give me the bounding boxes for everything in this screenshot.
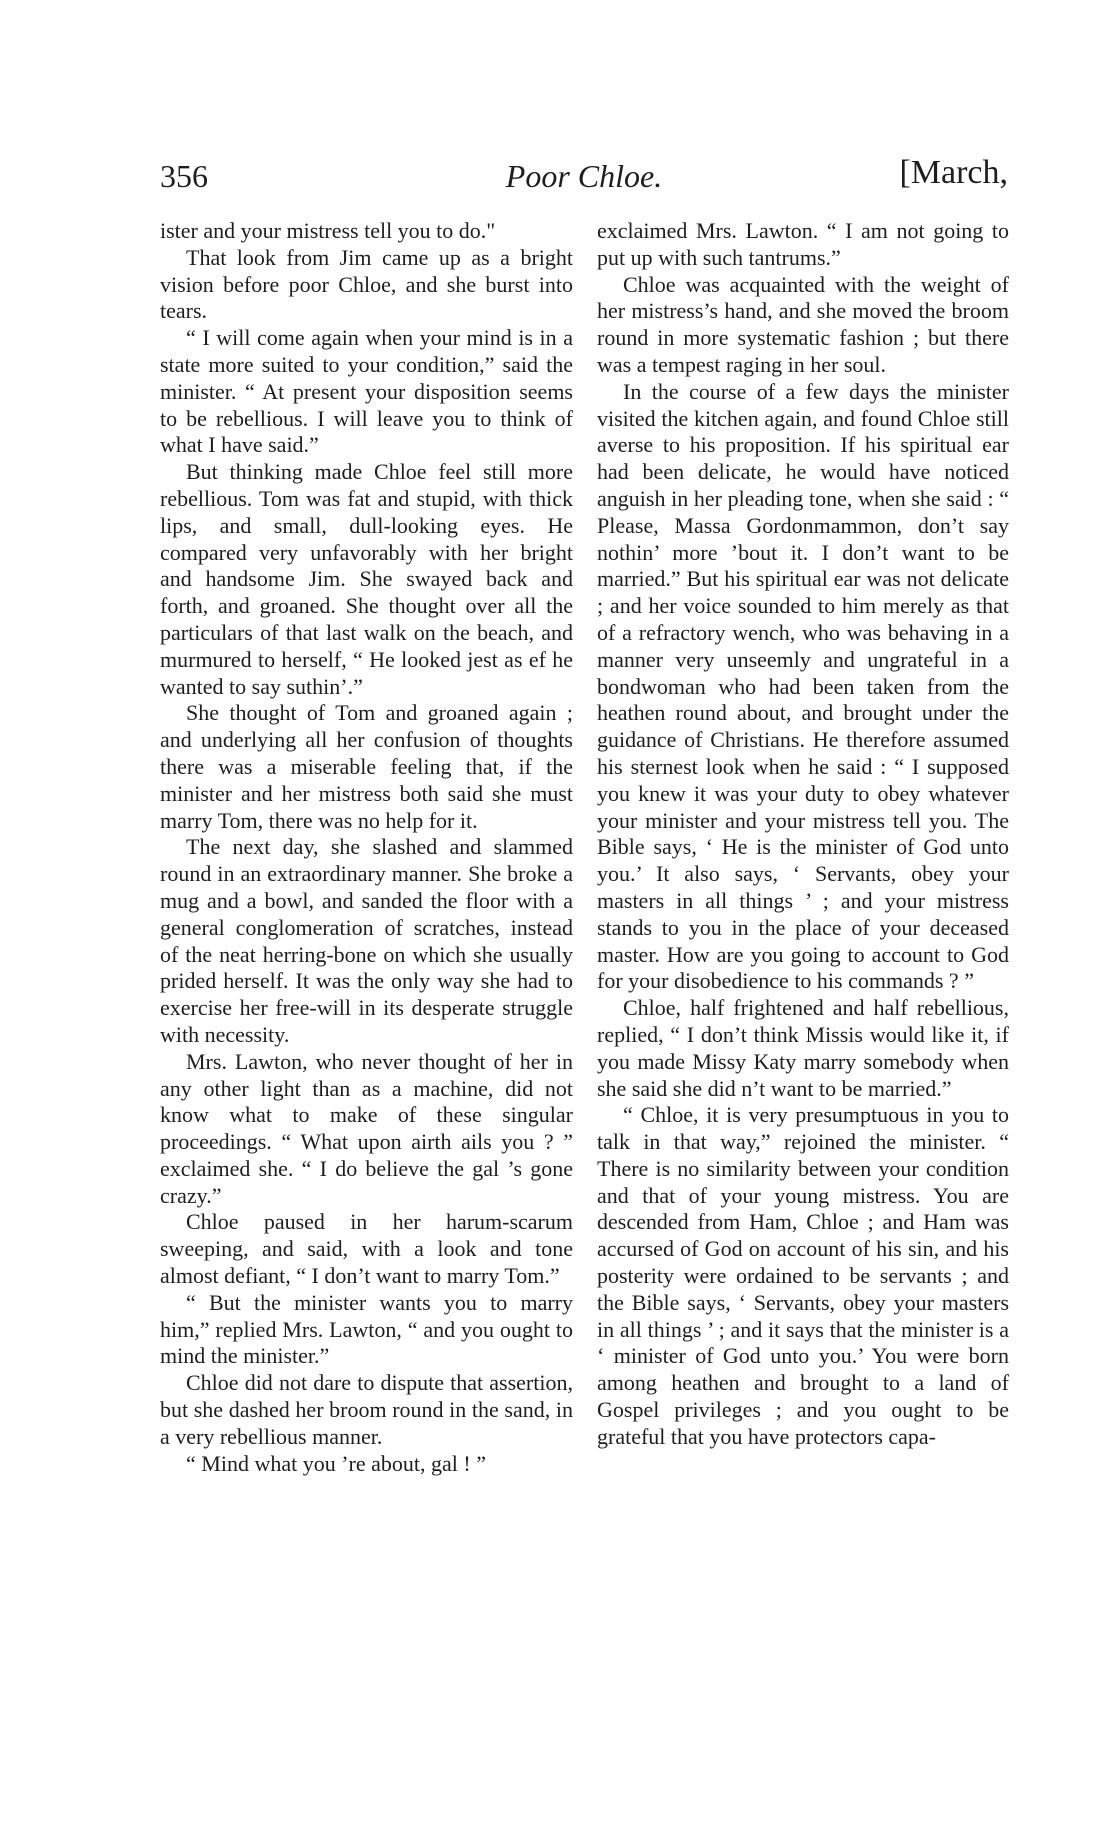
left-column xyxy=(160,218,573,1477)
paragraph: “ Chloe, it is very presumptuous in you to talk in that way,” rejoined the minister. “ There is no similarity between your condition and that of your young mistress. You are descended from Ham, Chloe ; and Ham was accursed of God on account of his sin, and his posterity were ordained to be servants ; and the Bible says, ‘ Servants, obey your masters in all things ’ ; and it says that the minister is a ‘ minister of God unto you.’ You were born among heathen and brought to a land of Gospel privileges ; and you ought to be grateful that you have protectors capa- xyxy=(597,1102,1009,1449)
paragraph: Mrs. Lawton, who never thought of her in any other light than as a machine, did not know what to make of these singular proceedings. “ What upon airth ails you ? ” exclaimed she. “ I do believe the gal ’s gone crazy.” xyxy=(160,1048,573,1208)
paragraph: ister and your mistress tell you to do." xyxy=(160,218,496,243)
paragraph: But thinking made Chloe feel still more rebellious. Tom was fat and stupid, with thick lips, and small, dull-looking eyes. He compared very unfavorably with her bright and handsome Jim. She swayed back and forth, and groaned. She thought over all the particulars of that last walk on the beach, and murmured to herself, “ He looked jest as ef he wanted to say suthin’.” xyxy=(160,459,573,699)
paragraph: Chloe did not dare to dispute that assertion, but she dashed her broom round in the sand, in a very rebellious manner. xyxy=(160,1370,573,1449)
paragraph: In the course of a few days the minister visited the kitchen again, and found Chloe still averse to his proposition. If his spiritual ear had been delicate, he would have noticed anguish in her pleading tone, when she said : “ Please, Massa Gordonmammon, don’t say nothin’ more ’bout it. I don’t want to be married.” But his spiritual ear was not delicate ; and her voice sounded to him merely as that of a refractory wench, who was behaving in a manner very unseemly and ungrateful in a bondwoman who had been taken from the heathen round about, and brought under the guidance of Christians. He therefore assumed his sternest look when he said : “ I supposed you knew it was your duty to obey whatever your minister and your mistress tell you. The Bible says, ‘ He is the minister of God unto you.’ It also says, ‘ Servants, obey your masters in all things ’ ; and your mistress stands to you in the place of your deceased master. How are you going to account to God for your disobedience to his commands ? ” xyxy=(597,378,1009,994)
paragraph: “ I will come again when your mind is in a state more suited to your condition,” said the minister. “ At present your disposition seems to be rebellious. I will leave you to think of what I have said.” xyxy=(160,325,573,458)
paragraph: “ Mind what you ’re about, gal ! ” xyxy=(186,1450,486,1476)
paragraph: She thought of Tom and groaned again ; and underlying all her confusion of thoughts there was a miserable feeling that, if the minister and her mistress both said she must marry Tom, there was no help for it. xyxy=(160,700,573,833)
paragraph: Chloe was acquainted with the weight of her mistress’s hand, and she moved the broom round in more systematic fashion ; but there was a tempest raging in her soul. xyxy=(597,271,1009,377)
running-title: Poor Chloe. xyxy=(505,158,663,194)
paragraph: Chloe, half frightened and half rebellious, replied, “ I don’t think Missis would like it, if you made Missy Katy marry somebody when she said she did n’t want to be married.” xyxy=(597,995,1009,1101)
paragraph: exclaimed Mrs. Lawton. “ I am not going to put up with such tantrums.” xyxy=(597,218,1009,270)
paragraph: “ But the minister wants you to marry him,” replied Mrs. Lawton, “ and you ought to mind the minister.” xyxy=(160,1289,573,1369)
page-number: 356 xyxy=(160,158,208,194)
paragraph: Chloe paused in her harum-scarum sweeping, and said, with a look and tone almost defiant, “ I don’t want to marry Tom.” xyxy=(160,1209,573,1289)
section-label: [March, xyxy=(899,154,1008,191)
paragraph: The next day, she slashed and slammed round in an extraordinary manner. She broke a mug and a bowl, and sanded the floor with a general conglomeration of scratches, instead of the neat herring-bone on which she usually prided herself. It was the only way she had to exercise her free-will in its desperate struggle with necessity. xyxy=(160,834,573,1047)
paragraph: That look from Jim came up as a bright vision before poor Chloe, and she burst into tears. xyxy=(160,244,573,324)
running-header xyxy=(160,150,1008,200)
right-column xyxy=(597,218,1009,1451)
